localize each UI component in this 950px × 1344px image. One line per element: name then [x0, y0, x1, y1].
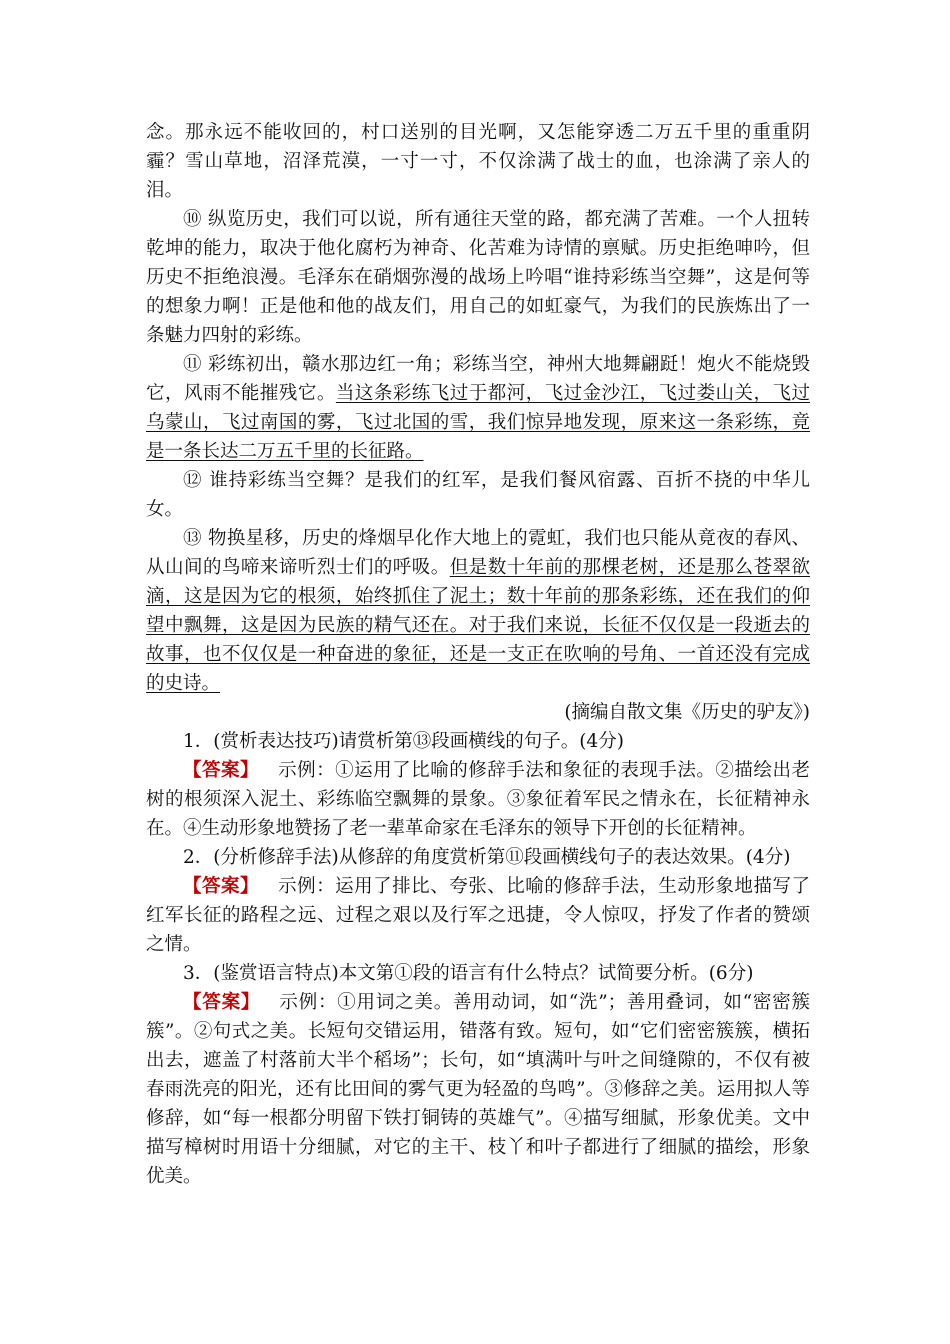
paragraph-13-text: ⑬ 物换星移，历史的烽烟早化作大地上的霓虹，我们也只能从竟夜的春风、从山间的鸟啼来谛听烈士们的呼吸。 — [146, 528, 810, 578]
answer-tag: 【答案】 — [183, 760, 260, 781]
paragraph-11 — [146, 350, 810, 466]
paragraph-11-text: ⑪ 彩练初出，赣水那边红一角；彩练当空，神州大地舞翩跹！炮火不能烧毁它，风雨不能摧残它。 — [146, 354, 810, 404]
paragraph-10: ⑩ 纵览历史，我们可以说，所有通往天堂的路，都充满了苦难。一个人扭转乾坤的能力，取决于他化腐朽为神奇、化苦难为诗情的禀赋。历史拒绝呻吟，但历史不拒绝浪漫。毛泽东在硝烟弥漫的战场上吟唱“谁持彩练当空舞”，这是何等的想象力啊！正是他和他的战友们，用自己的如虹豪气，为我们的民族炼出了一条魅力四射的彩练。 — [146, 209, 810, 346]
answer-2-text: 示例：运用了排比、夸张、比喻的修辞手法，生动形象地描写了红军长征的路程之远、过程之艰以及行军之迅捷，令人惊叹，抒发了作者的赞颂之情。 — [146, 876, 810, 955]
paragraph-11-underlined: 当这条彩练飞过于都河，飞过金沙江，飞过娄山关，飞过乌蒙山，飞过南国的雾，飞过北国的雪，我们惊异地发现，原来这一条彩练，竟是一条长达二万五千里的长征路。 — [146, 383, 810, 462]
source-citation: (摘编自散文集《历史的驴友》) — [564, 702, 810, 723]
paragraph-13-underlined: 但是数十年前的那棵老树，还是那么苍翠欲滴，这是因为它的根须，始终抓住了泥土；数十年前的那条彩练，还在我们的仰望中飘舞，这是因为民族的精气还在。对于我们来说，长征不仅仅是一段逝去的故事，也不仅仅是一种奋进的象征，还是一支正在吹响的号角、一首还没有完成的史诗。 — [146, 557, 810, 694]
answer-3 — [146, 988, 810, 1191]
question-3: 3．(鉴赏语言特点)本文第①段的语言有什么特点？试简要分析。(6分) — [183, 963, 754, 984]
answer-tag: 【答案】 — [183, 992, 261, 1013]
question-2: 2．(分析修辞手法)从修辞的角度赏析第⑪段画横线句子的表达效果。(4分) — [183, 847, 791, 868]
answer-2 — [146, 872, 810, 959]
paragraph-13 — [146, 524, 810, 698]
answer-1 — [146, 756, 810, 843]
document-page — [146, 118, 810, 1191]
paragraph-12: ⑫ 谁持彩练当空舞？是我们的红军，是我们餐风宿露、百折不挠的中华儿女。 — [146, 470, 810, 520]
question-1: 1．(赏析表达技巧)请赏析第⑬段画横线的句子。(4分) — [183, 731, 624, 752]
answer-tag: 【答案】 — [183, 876, 260, 897]
answer-1-text: 示例：①运用了比喻的修辞手法和象征的表现手法。②描绘出老树的根须深入泥土、彩练临空飘舞的景象。③象征着军民之情永在，长征精神永在。④生动形象地赞扬了老一辈革命家在毛泽东的领导下开创的长征精神。 — [146, 760, 810, 839]
answer-3-text: 示例：①用词之美。善用动词，如“洗”；善用叠词，如“密密簇簇”。②句式之美。长短句交错运用，错落有致。短句，如“它们密密簇簇，横拓出去，遮盖了村落前大半个稻场”；长句，如“填满叶与叶之间缝隙的，不仅有被春雨洗亮的阳光，还有比田间的雾气更为轻盈的鸟鸣”。③修辞之美。运用拟人等修辞，如“每一根都分明留下铁打铜铸的英雄气”。④描写细腻，形象优美。文中描写樟树时用语十分细腻，对它的主干、枝丫和叶子都进行了细腻的描绘，形象优美。 — [146, 992, 810, 1187]
paragraph-continuation: 念。那永远不能收回的，村口送别的目光啊，又怎能穿透二万五千里的重重阴霾？雪山草地，沼泽荒漠，一寸一寸，不仅涂满了战士的血，也涂满了亲人的泪。 — [146, 122, 810, 201]
